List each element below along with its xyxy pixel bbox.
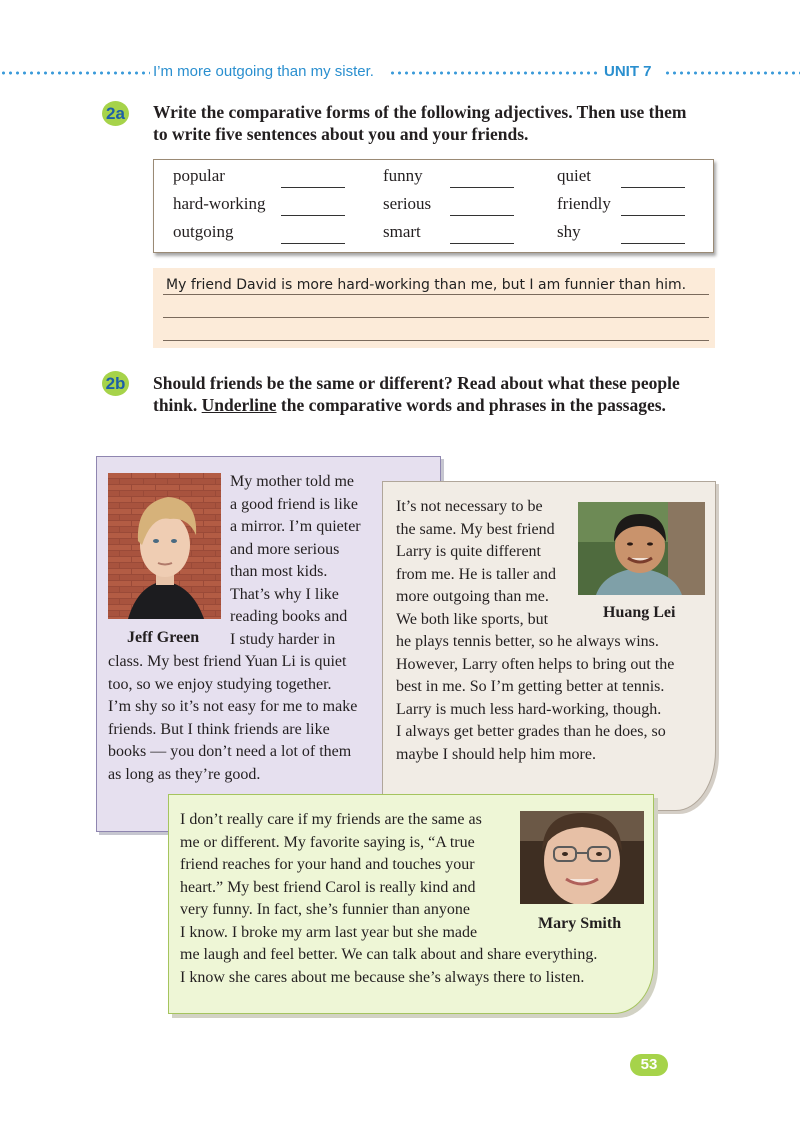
example-sentence: My friend David is more hard-working than me, but I am funnier than him. [166, 277, 687, 293]
text-line: a good friend is like [230, 495, 358, 513]
text-line: I don’t really care if my friends are the same as [180, 811, 482, 828]
writing-line[interactable] [163, 317, 709, 318]
text-line: books — you don’t need a lot of them [108, 743, 352, 760]
unit-title: I’m more outgoing than my sister. [153, 63, 374, 80]
page-number: 53 [630, 1054, 668, 1076]
text-line: than most kids. [230, 563, 328, 580]
adjective-word: friendly [557, 194, 611, 213]
text-line: he plays tennis better, so he always wins. [396, 633, 659, 650]
text-line: a mirror. I’m quieter [230, 518, 361, 535]
adjective-word: smart [383, 222, 421, 241]
task-2b-instruction-line1: Should friends be the same or different? Read about what these people [153, 373, 680, 393]
adjective-word: hard-working [173, 194, 266, 213]
text-line: Larry is quite different [396, 543, 541, 560]
header-dots-middle [389, 71, 601, 75]
task-2a-instruction-line2: to write five sentences about you and your friends. [153, 124, 529, 144]
adjective-word: quiet [557, 166, 591, 185]
answer-blank[interactable] [281, 187, 345, 188]
text-line: more outgoing than me. [396, 588, 549, 605]
text-line: reading books and [230, 608, 348, 625]
adjective-word: funny [383, 166, 423, 185]
text-line: It’s not necessary to be [396, 498, 543, 515]
adjective-box [153, 159, 714, 253]
text-line: as long as they’re good. [108, 765, 261, 783]
task-2a-instruction [153, 101, 733, 145]
text-line: I study harder in [230, 630, 336, 648]
jeff-green-name: Jeff Green [127, 629, 200, 646]
text-line: class. My best friend Yuan Li is quiet [108, 653, 347, 670]
task-badge-2b: 2b [102, 371, 129, 396]
answer-blank[interactable] [281, 215, 345, 216]
answer-blank[interactable] [450, 187, 514, 188]
text-line: I’m shy so it’s not easy for me to make [108, 698, 358, 715]
passage-huang-lei [382, 481, 716, 811]
jeff-green-photo [108, 473, 221, 619]
text-line: We both like sports, but [396, 610, 549, 628]
task-badge-2a: 2a [102, 101, 129, 126]
answer-blank[interactable] [450, 243, 514, 244]
instruction-text: think. [153, 395, 202, 415]
task-2a-instruction-line1: Write the comparative forms of the following adjectives. Then use them [153, 102, 687, 122]
answer-blank[interactable] [621, 187, 685, 188]
passage-mary-smith [168, 794, 654, 1014]
answer-blank[interactable] [621, 215, 685, 216]
adjective-word: outgoing [173, 222, 234, 241]
writing-line[interactable] [163, 340, 709, 341]
example-sentence-box [153, 268, 715, 348]
text-line: and more serious [230, 540, 340, 558]
task-2b-instruction-line2 [153, 394, 733, 416]
adjective-word: shy [557, 222, 581, 241]
unit-label: UNIT 7 [604, 63, 652, 80]
text-line: That’s why I like [230, 585, 339, 603]
adjective-word: serious [383, 194, 432, 213]
text-line: maybe I should help him more. [396, 745, 596, 763]
text-line: very funny. In fact, she’s funnier than anyone [180, 901, 470, 918]
text-line: friend reaches for your hand and touches your [180, 856, 475, 873]
instruction-text: the comparative words and phrases in the passages. [276, 395, 666, 415]
text-line: heart.” My best friend Carol is really kind and [180, 878, 476, 896]
text-line: I know she cares about me because she’s always there to listen. [180, 968, 585, 986]
text-line: me laugh and feel better. We can talk about and share everything. [180, 946, 598, 963]
huang-lei-photo [578, 502, 705, 595]
jeff-passage-text-top [230, 471, 361, 651]
mary-smith-name: Mary Smith [538, 915, 622, 932]
page-header [0, 62, 800, 84]
text-line: from me. He is taller and [396, 565, 556, 583]
header-dots-right [664, 71, 800, 75]
answer-blank[interactable] [450, 215, 514, 216]
text-line: I always get better grades than he does, so [396, 723, 666, 740]
jeff-passage-text-bottom [108, 651, 357, 786]
text-line: I know. I broke my arm last year but she made [180, 923, 478, 941]
text-line: too, so we enjoy studying together. [108, 675, 332, 693]
answer-blank[interactable] [281, 243, 345, 244]
underline-keyword: Underline [201, 395, 277, 415]
adjective-word: popular [173, 166, 225, 185]
text-line: My mother told me [230, 473, 354, 490]
answer-blank[interactable] [621, 243, 685, 244]
mary-smith-photo [520, 811, 644, 904]
header-dots-left [0, 71, 150, 75]
text-line: friends. But I think friends are like [108, 720, 330, 738]
text-line: However, Larry often helps to bring out the [396, 655, 675, 673]
text-line: Larry is much less hard-working, though. [396, 700, 662, 718]
task-2b-instruction [153, 372, 733, 416]
text-line: best in me. So I’m getting better at tennis. [396, 678, 665, 695]
text-line: the same. My best friend [396, 520, 555, 538]
text-line: me or different. My favorite saying is, “A true [180, 833, 475, 851]
huang-lei-name: Huang Lei [603, 604, 676, 621]
writing-line[interactable] [163, 294, 709, 295]
